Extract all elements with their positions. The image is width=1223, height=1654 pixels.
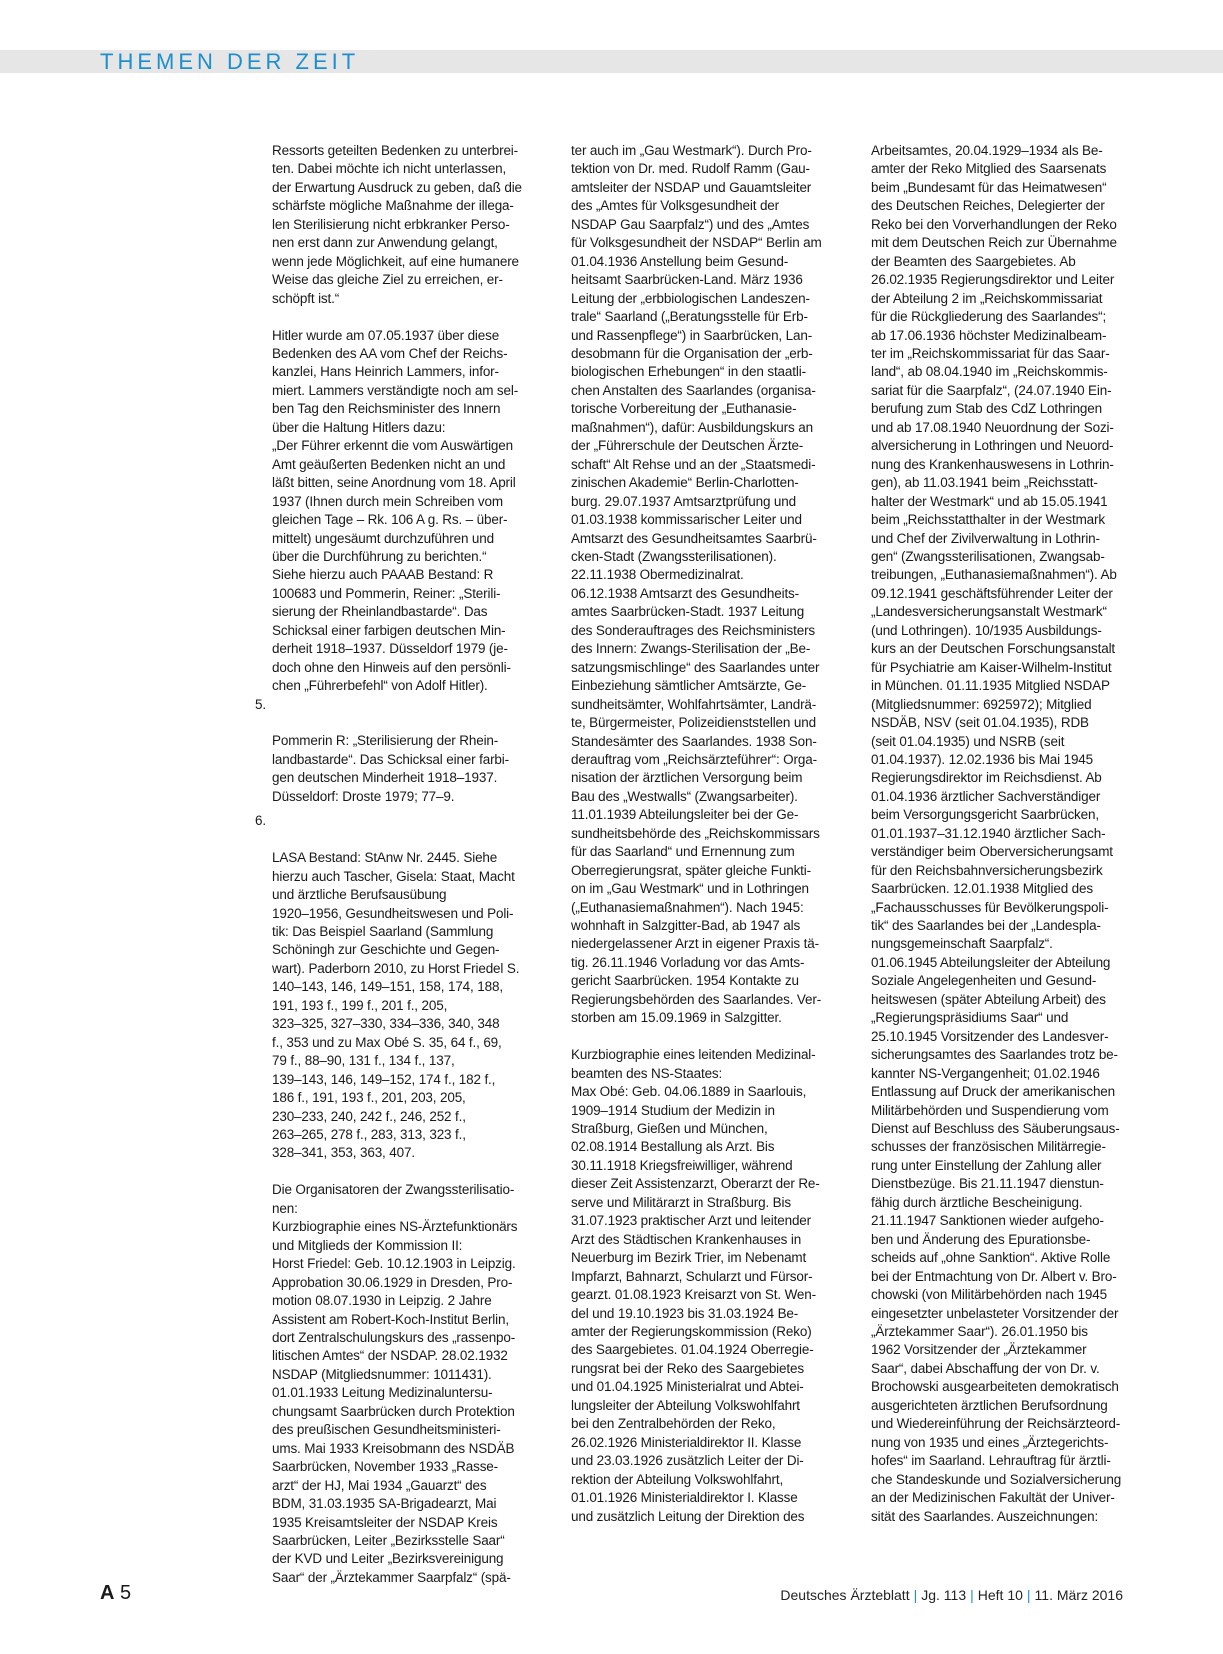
reference-item [255,812,536,1163]
reference-number: 6. [255,813,266,829]
separator: | [970,1587,974,1603]
reference-text: LASA Bestand: StAnw Nr. 2445. Siehe hierzu auch Tascher, Gisela: Staat, Macht und ärztliche Berufsausübung 1920–1956, Gesundheitswesen und Poli- tik: Das Beispiel Saarland (Sammlung Schöningh zur Geschichte und Gegen- wart). Paderborn 2010, zu Horst Friedel S. 140–143, 146, 149–151, 158, 174, 188, 191, 193 f., 199 f., 201 f., 205, 323–325, 327–330, 334–336, 340, 348 f., 353 und zu Max Obé S. 35, 64 f., 69, 79 f., 88–90, 131 f., 134 f., 137, 139–143, 146, 149–152, 174 f., 182 f., 186 f., 191, 193 f., 201, 203, 205, 230–233, 240, 242 f., 246, 252 f., 263–265, 278 f., 283, 313, 323 f., 328–341, 353, 363, 407. [272,850,520,1161]
paragraph: ter auch im „Gau Westmark“). Durch Pro- tektion von Dr. med. Rudolf Ramm (Gau- amtsleiter der NSDAP und Gauamtsleiter des „Amtes für Volksgesundheit der NSDAP Gau Saarpfalz“) und des „Amtes für Volksgesundheit der NSDAP“ Berlin am 01.04.1936 Anstellung beim Gesund- heitsamt Saarbrücken-Land. März 1936 Leitung der „erbbiologischen Landeszen- trale“ Saarland („Beratungsstelle für Erb- und Rassenpflege“) in Saarbrücken, Lan- desobmann für die Organisation der „erb- biologischen Erhebungen“ in den staatli- chen Anstalten des Saarlandes (organisa- torische Vorbereitung der „Euthanasie- maßnahmen“), dafür: Ausbildungskurs an der „Führerschule der Deutschen Ärzte- schaft“ Alt Rehse und an der „Staatsmedi- zinischen Akademie“ Berlin-Charlotten- burg. 29.07.1937 Amtsarztprüfung und 01.03.1938 kommissarischer Leiter und Amtsarzt des Gesundheitsamtes Saarbrü- cken-Stadt (Zwangssterilisationen). 22.11.1938 Obermedizinalrat. 06.12.1938 Amtsarzt des Gesundheits- amtes Saarbrücken-Stadt. 1937 Leitung des Sonderauftrages des Reichsministers des Innern: Zwangs-Sterilisation der „Be- satzungsmischlinge“ des Saarlandes unter Einbeziehung sämtlicher Amtsärzte, Ge- sundheitsämter, Wohlfahrtsämter, Landrä- te, Bürgermeister, Polizeidienststellen und Standesämter des Saarlandes. 1938 Son- derauftrag vom „Reichsärzteführer“: Orga- nisation der ärztlichen Versorgung beim Bau des „Westwalls“ (Zwangsarbeiter). 11.01.1939 Abteilungsleiter bei der Ge- sundheitsbehörde des „Reichskommissars für das Saarland“ und Ernennung zum Oberregierungsrat, später gleiche Funkti- on im „Gau Westmark“ und in Lothringen („Euthanasiemaßnahmen“). Nach 1945: wohnhaft in Salzgitter-Bad, ab 1947 als niedergelassener Arzt in eigener Praxis tä- tig. 26.11.1946 Vorladung vor das Amts- gericht Saarbrücken. 1954 Kontakte zu Regierungsbehörden des Saarlandes. Ver- storben am 15.09.1969 in Salzgitter. [571,143,822,1026]
text-column-1 [255,142,536,1587]
page-letter: A [100,1582,115,1604]
reference-number: 5. [255,696,266,712]
journal-date: 11. März 2016 [1034,1587,1123,1603]
journal-issue: Heft 10 [977,1587,1023,1603]
section-title: THEMEN DER ZEIT [100,49,360,74]
reference-text: Pommerin R: „Sterilisierung der Rhein- landbastarde“. Das Schicksal einer farbi- gen deutschen Minderheit 1918–1937. Düsseldorf: Droste 1979; 77–9. [272,733,509,804]
text-column-2 [571,142,829,1526]
paragraph: Arbeitsamtes, 20.04.1929–1934 als Be- amter der Reko Mitglied des Saarsenats beim „Bundesamt für das Heimatwesen“ des Deutschen Reiches, Delegierter der Reko bei den Vorverhandlungen der Reko mit dem Deutschen Reich zur Übernahme der Beamten des Saargebietes. Ab 26.02.1935 Regierungsdirektor und Leiter der Abteilung 2 im „Reichskommissariat für die Rückgliederung des Saarlandes“; ab 17.06.1936 höchster Medizinalbeam- ter im „Reichskommissariat für das Saar- land“, ab 08.04.1940 im „Reichskommis- sariat für die Saarpfalz“, (24.07.1940 Ein- berufung zum Stab des CdZ Lothringen und ab 17.08.1940 Neuordnung der Sozi- alversicherung in Lothringen und Neuord- nung des Krankenhauswesens in Lothrin- gen), ab 11.03.1941 beim „Reichsstatt- halter der Westmark“ und ab 15.05.1941 beim „Reichsstatthalter in der Westmark und Chef der Zivilverwaltung in Lothrin- gen“ (Zwangssterilisationen, Zwangsab- treibungen, „Euthanasiemaßnahmen“). Ab 09.12.1941 geschäftsführender Leiter der „Landesversicherungsanstalt Westmark“ (und Lothringen). 10/1935 Ausbildungs- kurs an der Deutschen Forschungsanstalt für Psychiatrie am Kaiser-Wilhelm-Institut in München. 01.11.1935 Mitglied NSDAP (Mitgliedsnummer: 6925972); Mitglied NSDÄB, NSV (seit 01.04.1935), RDB (seit 01.04.1935) und NSRB (seit 01.04.1937). 12.02.1936 bis Mai 1945 Regierungsdirektor im Reichsdienst. Ab 01.04.1936 ärztlicher Sachverständiger beim Versorgungsgericht Saarbrücken, 01.01.1937–31.12.1940 ärztlicher Sach- verständiger beim Oberversicherungsamt für den Reichsbahnversicherungsbezirk Saarbrücken. 12.01.1938 Mitglied des „Fachausschusses für Bevölkerungspoli- tik“ des Saarlandes bei der „Landespla- nungsgemeinschaft Saarpfalz“. 01.06.1945 Abteilungsleiter der Abteilung Soziale Angelegenheiten und Gesund- heitswesen (später Abteilung Arbeit) des „Regierungspräsidiums Saar“ und 25.10.1945 Vorsitzender des Landesver- sicherungsamtes des Saarlandes trotz be- kannter NS-Vergangenheit; 01.02.1946 Entlassung auf Druck der amerikanischen Militärbehörden und Suspendierung vom Dienst auf Beschluss des Säuberungsaus- schusses der französischen Militärregie- rung unter Einstellung der Zahlung aller Dienstbezüge. Bis 21.11.1947 dienstun- fähig durch ärztliche Bescheinigung. 21.11.1947 Sanktionen wieder aufgeho- ben und Änderung des Epurationsbe- scheids auf „ohne Sanktion“. Aktive Rolle bei der Entmachtung von Dr. Albert v. Bro- chowski (von Militärbehörden nach 1945 eingesetzter unbelasteter Vorsitzender der „Ärztekammer Saar“). 26.01.1950 bis 1962 Vorsitzender der „Ärztekammer Saar“, dabei Abschaffung der von Dr. v. Brochowski ausgearbeiteten demokratisch ausgerichteten ärztlichen Berufsordnung und Wiedereinführung der Reichsärzteord- nung von 1935 und eines „Ärztegerichts- hofes“ im Saarland. Lehrauftrag für ärztli- che Standeskunde und Sozialversicherung an der Medizinischen Fakultät der Univer- sität des Saarlandes. Auszeichnungen: [871,143,1122,1524]
reference-list [255,696,536,1163]
paragraph: Kurzbiographie eines leitenden Medizinal- beamten des NS-Staates: Max Obé: Geb. 04.06.1889 in Saarlouis, 1909–1914 Studium der Medizin in Straßburg, Gießen und München, 02.08.1914 Bestallung als Arzt. Bis 30.11.1918 Kriegsfreiwilliger, während dieser Zeit Assistenzarzt, Oberarzt der Re- serve und Militärarzt in Straßburg. Bis 31.07.1923 praktischer Arzt und leitender Arzt des Städtischen Krankenhauses in Neuerburg im Bezirk Trier, im Nebenamt Impfarzt, Bahnarzt, Schularzt und Fürsor- gearzt. 01.08.1923 Kreisarzt von St. Wen- del und 19.10.1923 bis 31.03.1924 Be- amter der Regierungskommission (Reko) des Saargebietes. 01.04.1924 Oberregie- rungsrat bei der Reko des Saargebietes und 01.04.1925 Ministerialrat und Abtei- lungsleiter der Abteilung Volkswohlfahrt bei den Zentralbehörden der Reko, 26.02.1926 Ministerialdirektor II. Klasse und 23.03.1926 zusätzlich Leiter der Di- rektion der Abteilung Volkswohlfahrt, 01.01.1926 Ministerialdirektor I. Klasse und zusätzlich Leitung der Direktion des [571,1047,820,1524]
text-column-3 [871,142,1129,1526]
page-number-value: 5 [120,1582,132,1604]
reference-item [255,696,536,807]
journal-name: Deutsches Ärzteblatt [780,1587,910,1603]
journal-footer [780,1587,1123,1603]
paragraph: Die Organisatoren der Zwangssterilisatio- nen: Kurzbiographie eines NS-Ärztefunktionärs und Mitglieds der Kommission II: Horst Friedel: Geb. 10.12.1903 in Leipzig. Approbation 30.06.1929 in Dresden, Pro- motion 08.07.1930 in Leipzig. 2 Jahre Assistent am Robert-Koch-Institut Berlin, dort Zentralschulungskurs des „rassenpo- litischen Amtes“ der NSDAP. 28.02.1932 NSDAP (Mitgliedsnummer: 1011431). 01.01.1933 Leitung Medizinaluntersu- chungsamt Saarbrücken durch Protektion des preußischen Gesundheitsministeri- ums. Mai 1933 Kreisobmann des NSDÄB Saarbrücken, November 1933 „Rasse- arzt“ der HJ, Mai 1934 „Gauarzt“ des BDM, 31.03.1935 SA-Brigadearzt, Mai 1935 Kreisamtsleiter der NSDAP Kreis Saarbrücken, Leiter „Bezirksstelle Saar“ der KVD und Leiter „Bezirksvereinigung Saar“ der „Ärztekammer Saarpfalz“ (spä- [272,1182,518,1585]
journal-volume: Jg. 113 [921,1587,967,1603]
separator: | [1026,1587,1031,1603]
paragraph: Ressorts geteilten Bedenken zu unterbrei- ten. Dabei möchte ich nicht unterlassen, der Erwartung Ausdruck zu geben, daß die schärfste mögliche Maßnahme der illega- len Sterilisierung nicht erbkranker Perso- nen erst dann zur Anwendung gelangt, wenn jede Möglichkeit, auf eine humanere Weise das gleiche Ziel zu erreichen, er- schöpft ist.“ [272,143,522,306]
page-number [100,1582,131,1605]
separator: | [913,1587,918,1603]
paragraph: Hitler wurde am 07.05.1937 über diese Bedenken des AA vom Chef der Reichs- kanzlei, Hans Heinrich Lammers, infor- miert. Lammers verständigte noch am sel- ben Tag den Reichsminister des Innern über die Haltung Hitlers dazu: „Der Führer erkennt die vom Auswärtigen Amt geäußerten Bedenken nicht an und läßt bitten, seine Anordnung vom 18. April 1937 (Ihnen durch mein Schreiben vom gleichen Tage – Rk. 106 A g. Rs. – über- mittelt) ungesäumt durchzuführen und über die Durchführung zu berichten.“ Siehe hierzu auch PAAAB Bestand: R 100683 und Pommerin, Reiner: „Sterili- sierung der Rheinlandbastarde“. Das Schicksal einer farbigen deutschen Min- derheit 1918–1937. Düsseldorf 1979 (je- doch ohne den Hinweis auf den persönli- chen „Führerbefehl“ von Adolf Hitler). [272,327,519,694]
